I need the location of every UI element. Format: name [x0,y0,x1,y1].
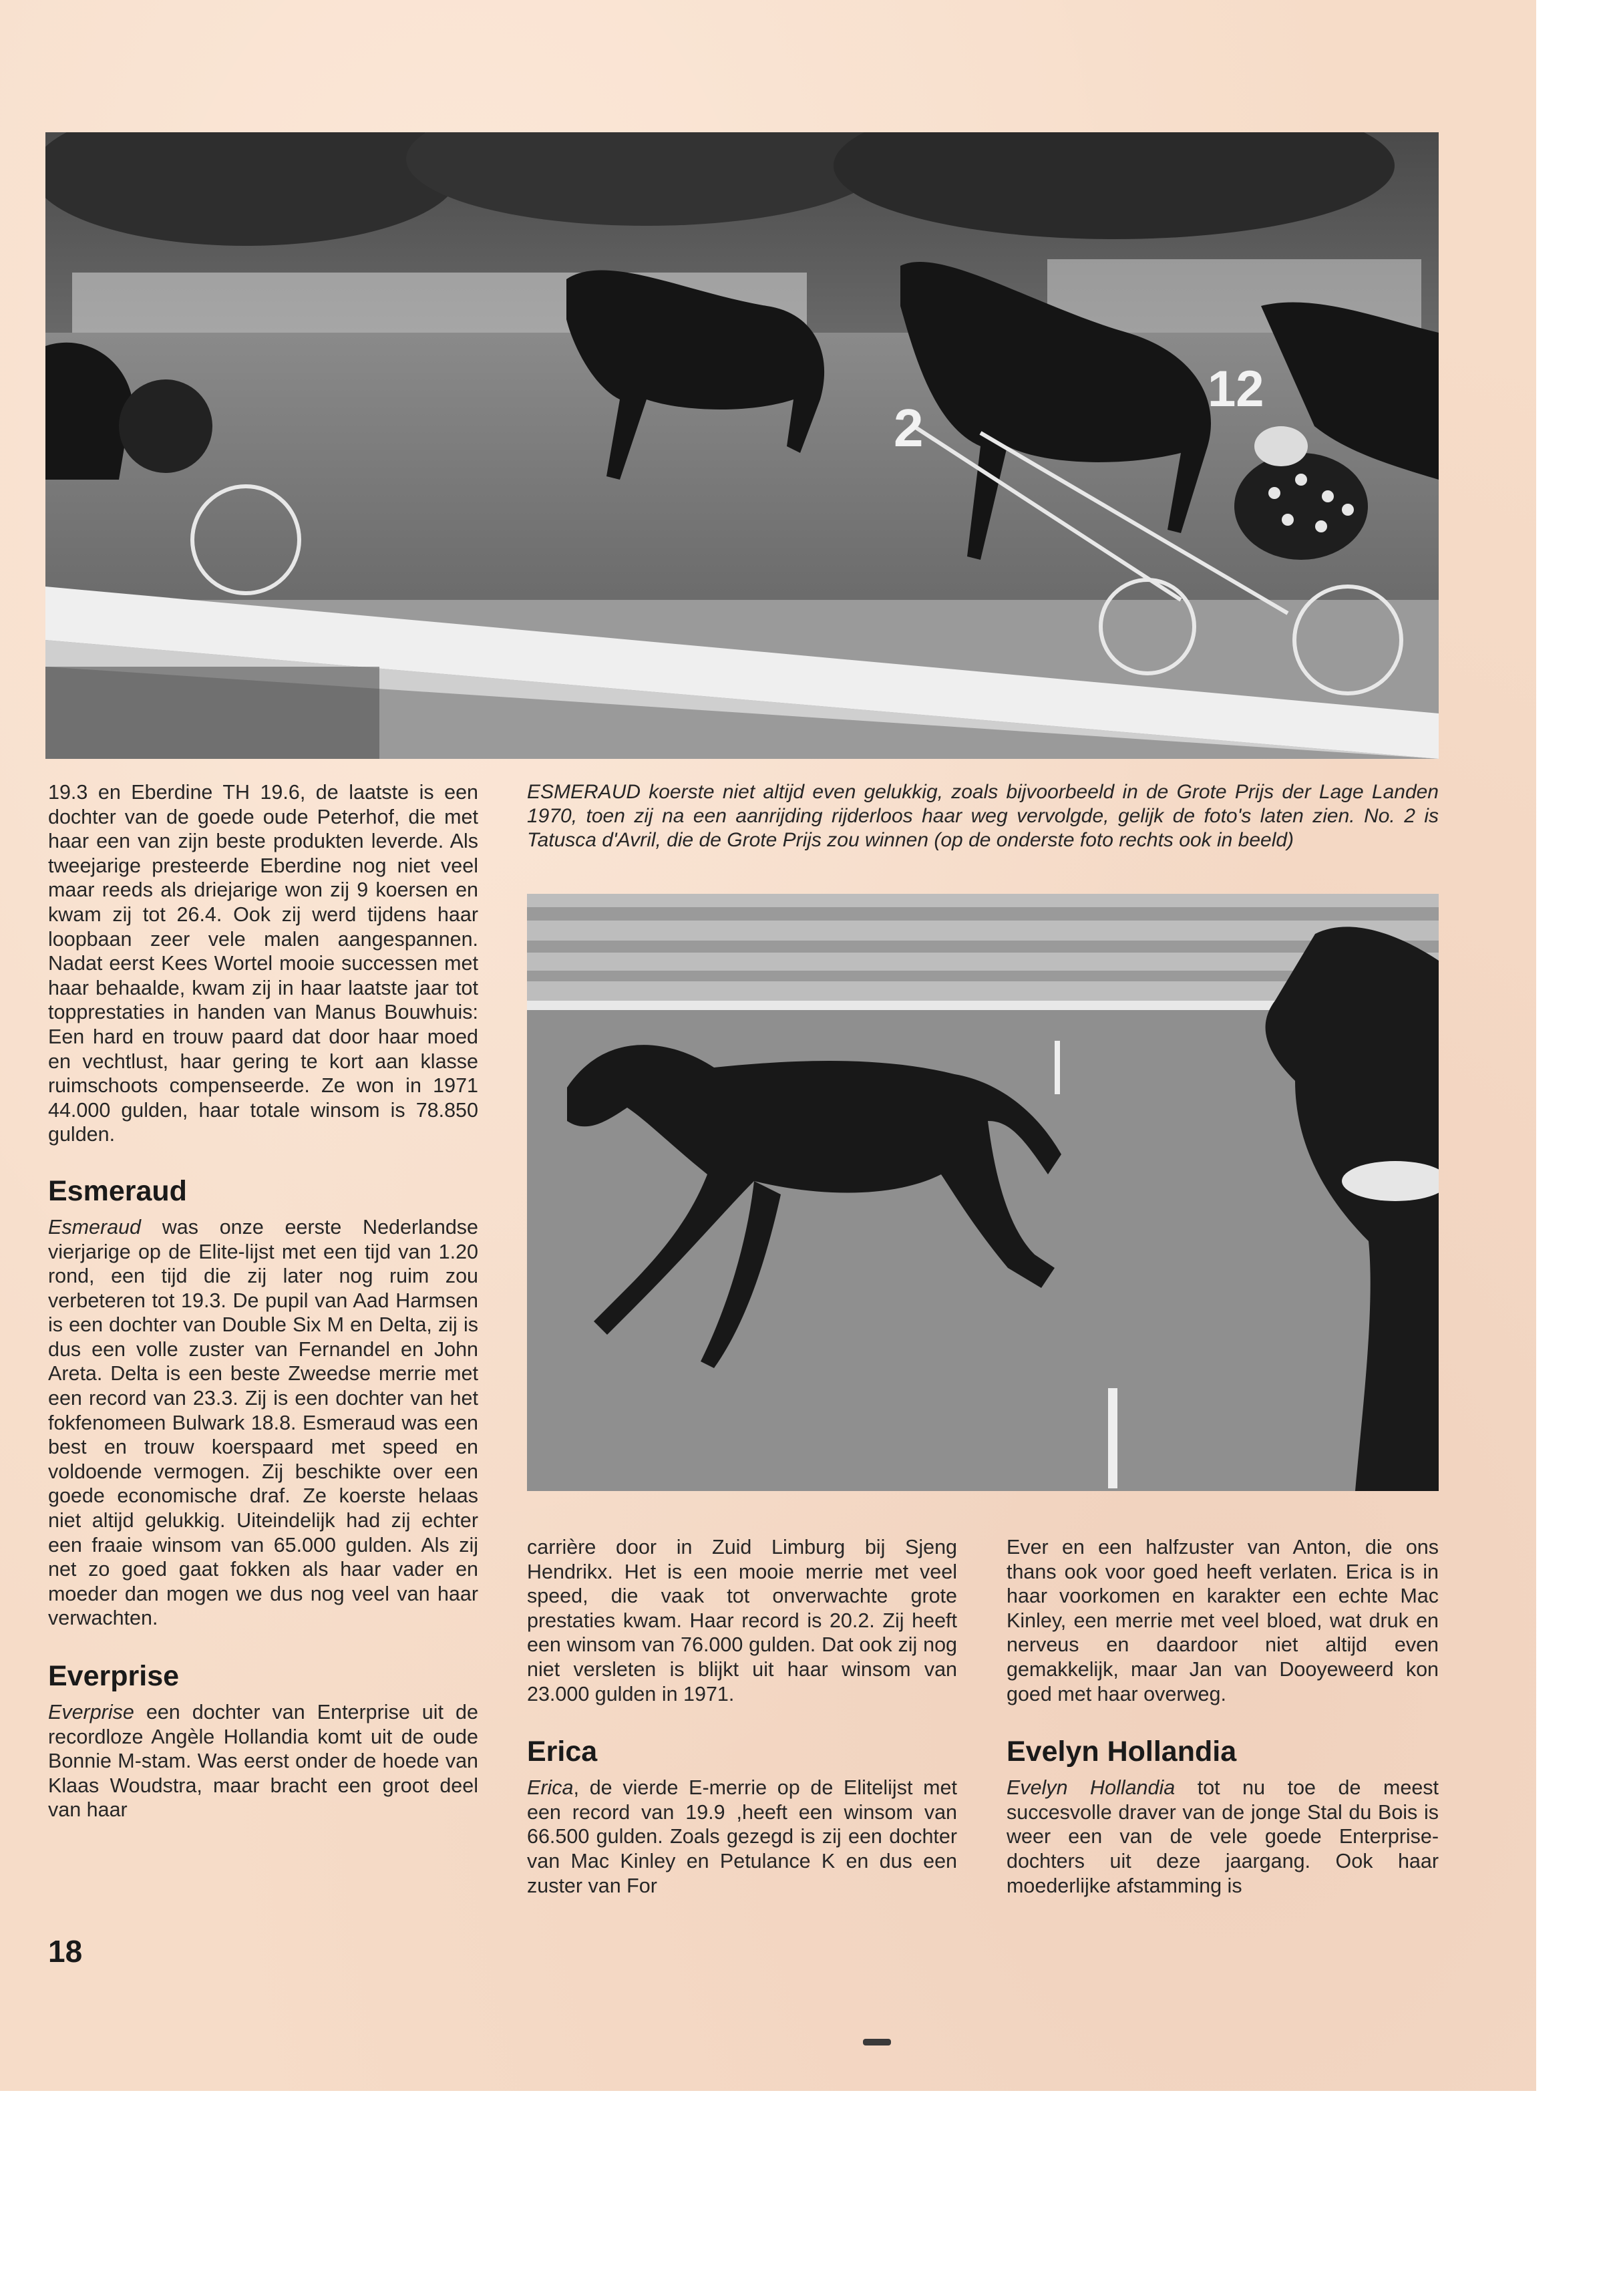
intro-paragraph-eberdine: 19.3 en Eberdine TH 19.6, de laatste is een dochter van de goede oude Peterhof, die met haar een van zijn beste produkten leverde. Als tweejarige presteerde Eberdine nog niet veel maar reeds als driejarige won zij 9 koersen en kwam zij tot 26.4. Ook zij werd tijdens haar loopbaan zeer vele malen aangespannen. Nadat eerst Kees Wortel mooie successen met haar behaalde, kwam zij in haar laatste jaar tot topprestaties in handen van Manus Bouwhuis: Een hard en trouw paard dat door haar moed en vechtlust, haar gering te kort aan klasse ruimschoots compenseerde. Ze won in 1971 44.000 gulden, haar totale winsom is 78.850 gulden. [48,781,478,1146]
saddlecloth-number-right: 12 [1208,361,1264,418]
page-number: 18 [48,1934,83,1969]
paragraph-evelyn-hollandia-text: tot nu toe de meest succesvolle draver van de jonge Stal du Bois is weer een van de vele goede Enterprise-dochters uit deze jaargang. Ook haar moederlijke afstamming is [1007,1776,1439,1897]
horse-name-evelyn-hollandia: Evelyn Hollandia [1007,1776,1176,1800]
section-heading-evelyn-hollandia: Evelyn Hollandia [1007,1736,1237,1768]
photo-caption: ESMERAUD koerste niet altijd even gelukkig, zoals bijvoorbeeld in de Grote Prijs der Lage Landen 1970, toen zij na een aanrijding rijderloos haar weg vervolgde, gelijk de foto's laten zien. No. 2 is Tatusca d'Avril, die de Grote Prijs zou winnen (op de onderste foto rechts ook in beeld) [527,781,1439,851]
paragraph-everprise-continued: carrière door in Zuid Limburg bij Sjeng Hendrikx. Het is een mooie merrie met veel speed, die vaak tot onverwachte grote prestaties kwam. Haar record is 20.2. Zij heeft een winsom van 76.000 gulden. Dat ook zij nog niet versleten is blijkt uit haar winsom van 23.000 gulden in 1971. [527,1536,957,1705]
horse-name-esmeraud: Esmeraud [48,1215,142,1239]
text-column-3 [1007,1535,1439,1898]
bottom-photo [527,894,1439,1491]
paragraph-esmeraud [48,1215,478,1631]
paragraph-erica-continued: Ever en een halfzuster van Anton, die ons thans ook voor goed heeft verlaten. Erica is in haar voorkomen en karakter een echte Mac Kinley, een merrie met veel bloed, wat druk en nerveus en daardoor niet altijd even gemakkelijk, maar Jan van Dooyeweerd kon goed met haar overweg. [1007,1536,1439,1705]
paragraph-erica-text: , de vierde E-merrie op de Elitelijst met een record van 19.9 ,heeft een winsom van 66.500 gulden. Zoals gezegd is zij een dochter van Mac Kinley en Petulance K en dus een zuster van For [527,1776,957,1897]
paragraph-everprise-text: een dochter van Enterprise uit de recordloze Angèle Hollandia komt uit de oude Bonnie M-stam. Was eerst onder de hoede van Klaas Woudstra, maar bracht een groot deel van haar [48,1701,478,1822]
text-column-2 [527,1535,957,1898]
paragraph-esmeraud-text: was onze eerste Nederlandse vierjarige op de Elite-lijst met een tijd van 1.20 rond, een tijd die zij later nog ruim zou verbeteren tot 19.3. De pupil van Aad Harmsen is een dochter van Double Six M en Delta, zij is dus een volle zuster van Fernandel en John Areta. Delta is een beste Zweedse merrie met een record van 23.3. Zij is een dochter van het fokfenomeen Bulwark 18.8. Esmeraud was een best en trouw koerspaard met speed en voldoende vermogen. Zij beschikte over een goede economische draf. Ze koerste helaas niet altijd gelukkig. Uiteindelijk had zij echter een fraaie winsom van 65.000 gulden. Als zij net zo goed gaat fokken als haar vader en moeder dan mogen we dus nog veel van haar verwachten. [48,1215,478,1630]
horse-name-everprise: Everprise [48,1701,134,1724]
paragraph-everprise [48,1700,478,1822]
saddlecloth-number-left: 2 [894,398,924,458]
text-column-1 [48,780,478,1822]
top-photo [45,132,1439,759]
section-heading-erica: Erica [527,1736,598,1768]
ink-mark [863,2039,891,2045]
section-heading-esmeraud: Esmeraud [48,1174,187,1207]
section-heading-everprise: Everprise [48,1660,180,1692]
paragraph-erica [527,1776,957,1898]
horse-name-erica: Erica [527,1776,574,1800]
paragraph-evelyn-hollandia [1007,1776,1439,1898]
